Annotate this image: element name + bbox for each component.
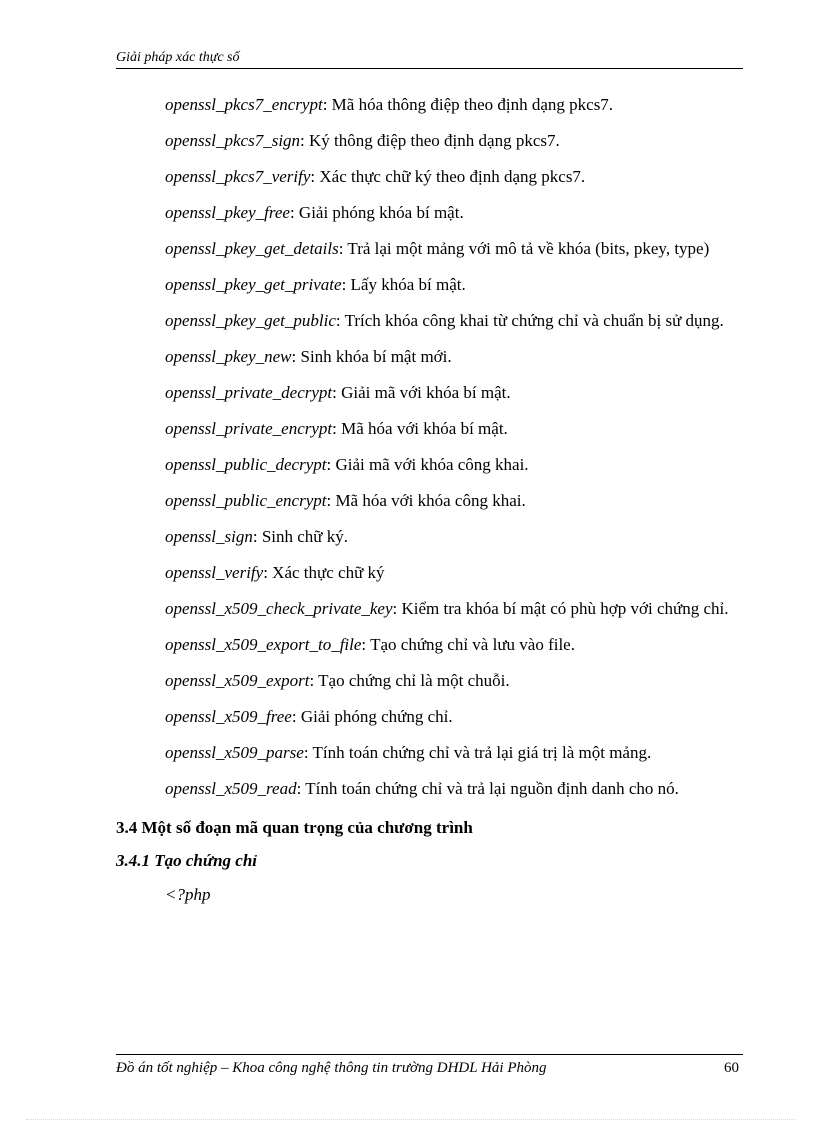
function-entry — [116, 560, 739, 585]
subsection-heading: 3.4.1 Tạo chứng chỉ — [116, 851, 257, 870]
function-name: openssl_pkey_free — [165, 203, 290, 222]
function-entry — [116, 668, 739, 693]
function-name: openssl_pkey_get_public — [165, 311, 336, 330]
function-description: : Mã hóa với khóa bí mật. — [332, 419, 508, 438]
function-description: : Ký thông điệp theo định dạng pkcs7. — [300, 131, 560, 150]
function-name: openssl_pkey_new — [165, 347, 292, 366]
function-entry — [116, 236, 739, 261]
function-description: : Sinh chữ ký. — [252, 527, 349, 546]
function-entry — [116, 200, 739, 225]
page-header — [116, 49, 743, 69]
function-name: openssl_x509_export_to_file — [165, 635, 362, 654]
function-description: : Giải phóng chứng chỉ. — [291, 707, 453, 726]
function-name: openssl_pkcs7_encrypt — [165, 95, 323, 114]
function-entry — [116, 164, 739, 189]
function-entry — [116, 92, 739, 117]
function-name: openssl_public_decrypt — [165, 455, 327, 474]
function-name: openssl_pkey_get_details — [165, 239, 339, 258]
function-name: openssl_x509_read — [165, 779, 297, 798]
function-name: openssl_sign — [165, 527, 253, 546]
function-name: openssl_x509_parse — [165, 743, 304, 762]
function-entry — [116, 740, 739, 765]
function-name: openssl_x509_export — [165, 671, 310, 690]
function-description: : Trích khóa công khai từ chứng chỉ và chuẩn bị sử dụng. — [335, 311, 724, 330]
function-entry — [116, 452, 739, 477]
function-description: : Trả lại một mảng với mô tả về khóa (bits, pkey, type) — [338, 239, 710, 258]
function-name: openssl_pkcs7_sign — [165, 131, 301, 150]
footer-text: Đồ án tốt nghiệp – Khoa công nghệ thông tin trường DHDL Hải Phòng — [116, 1060, 547, 1076]
function-description: : Giải mã với khóa công khai. — [326, 455, 529, 474]
function-entry — [116, 308, 739, 333]
page-edge-divider — [26, 1119, 796, 1120]
page-footer — [116, 1054, 743, 1078]
function-list — [116, 92, 739, 801]
function-entry — [116, 488, 739, 513]
function-name: openssl_pkey_get_private — [165, 275, 342, 294]
function-name: openssl_x509_check_private_key — [165, 599, 393, 618]
function-entry — [116, 344, 739, 369]
function-entry — [116, 596, 739, 621]
function-name: openssl_public_encrypt — [165, 491, 327, 510]
function-description: : Mã hóa với khóa công khai. — [326, 491, 526, 510]
function-entry — [116, 776, 739, 801]
function-description: : Tạo chứng chỉ là một chuỗi. — [309, 671, 510, 690]
function-description: : Xác thực chữ ký theo định dạng pkcs7. — [310, 167, 586, 186]
function-description: : Mã hóa thông điệp theo định dạng pkcs7. — [322, 95, 614, 114]
function-entry — [116, 704, 739, 729]
function-entry — [116, 380, 739, 405]
function-entry — [116, 632, 739, 657]
function-name: openssl_verify — [165, 563, 264, 582]
function-entry — [116, 416, 739, 441]
function-name: openssl_private_encrypt — [165, 419, 333, 438]
function-name: openssl_pkcs7_verify — [165, 167, 311, 186]
function-name: openssl_private_decrypt — [165, 383, 333, 402]
function-name: openssl_x509_free — [165, 707, 292, 726]
page-number: 60 — [724, 1060, 739, 1076]
function-description: : Giải phóng khóa bí mật. — [289, 203, 464, 222]
function-entry — [116, 272, 739, 297]
function-description: : Kiểm tra khóa bí mật có phù hợp với chứng chỉ. — [392, 599, 729, 618]
function-description: : Lấy khóa bí mật. — [341, 275, 466, 294]
function-entry — [116, 128, 739, 153]
page-body — [116, 92, 739, 907]
function-description: : Xác thực chữ ký — [263, 563, 385, 582]
function-description: : Tính toán chứng chỉ và trả lại giá trị là một mảng. — [303, 743, 652, 762]
function-description: : Tạo chứng chỉ và lưu vào file. — [361, 635, 575, 654]
section-heading: 3.4 Một số đoạn mã quan trọng của chương trình — [116, 818, 473, 837]
code-line: <?php — [165, 885, 211, 904]
function-description: : Sinh khóa bí mật mới. — [291, 347, 452, 366]
function-description: : Tính toán chứng chỉ và trả lại nguồn định danh cho nó. — [296, 779, 679, 798]
function-description: : Giải mã với khóa bí mật. — [332, 383, 511, 402]
header-title: Giải pháp xác thực số — [116, 50, 240, 65]
function-entry — [116, 524, 739, 549]
